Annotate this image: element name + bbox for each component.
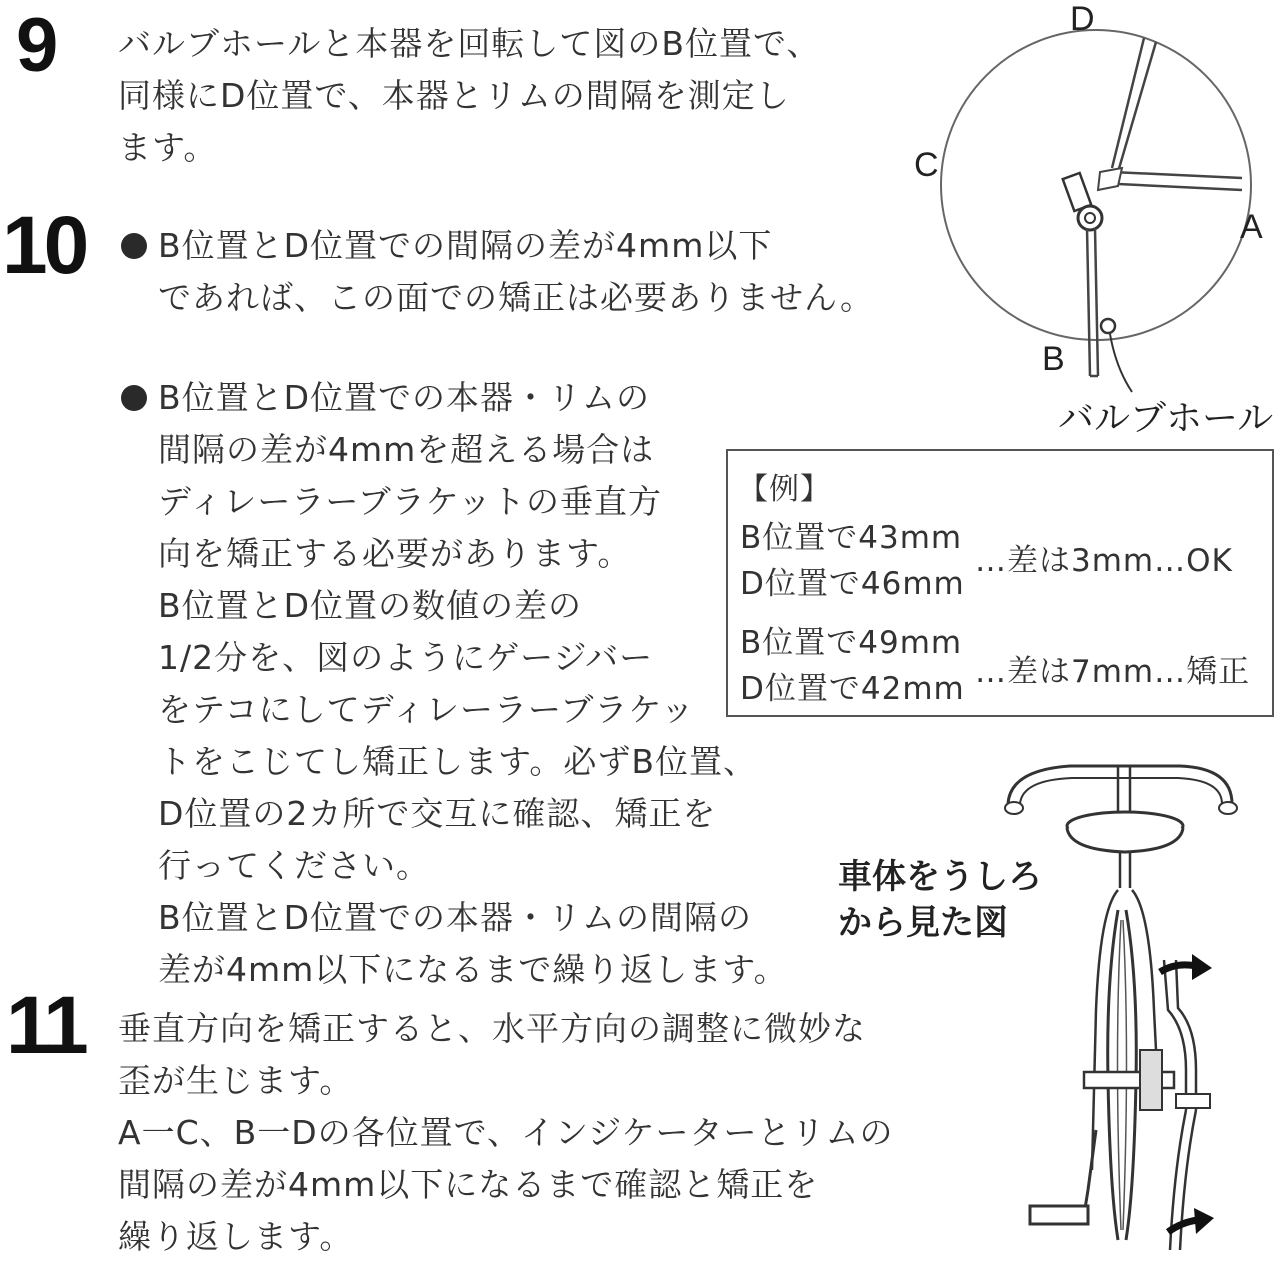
text-line: 垂直方向を矯正すると、水平方向の調整に微妙な <box>118 1009 866 1048</box>
bullet-icon <box>121 385 147 411</box>
text-line: 繰り返します。 <box>118 1217 354 1256</box>
text-line: 間隔の差が4mmを超える場合は <box>158 430 655 469</box>
caption-line: 車体をうしろ <box>838 857 1042 897</box>
position-label-b: B <box>1042 340 1065 378</box>
seat-post <box>1120 852 1130 888</box>
valve-hole-leader <box>1110 334 1132 392</box>
text-line: B位置とD位置での間隔の差が4mm以下 <box>158 226 773 265</box>
text-line: 同様にD位置で、本器とリムの間隔を測定し <box>118 76 790 115</box>
frame-dropout <box>1098 168 1122 190</box>
grip-right <box>1219 802 1237 814</box>
cassette <box>1140 1050 1162 1110</box>
text-line: ます。 <box>118 128 218 167</box>
text-line: 行ってください。 <box>158 846 430 885</box>
position-label-c: C <box>914 146 939 184</box>
arrow-right-upper-icon <box>1160 965 1196 972</box>
text-line: 間隔の差が4mm以下になるまで確認と矯正を <box>118 1165 819 1204</box>
step-10-number: 10 <box>2 200 86 291</box>
step-9-text <box>118 18 820 174</box>
step-11-number: 11 <box>6 980 85 1071</box>
seat-stays <box>1092 890 1158 1170</box>
example-heading: 【例】 <box>738 472 831 507</box>
text-line: D位置の2カ所で交互に確認、矯正を <box>158 794 717 833</box>
text-line: B位置とD位置での本器・リムの間隔の <box>158 898 753 937</box>
hub-ring-inner <box>1085 213 1095 223</box>
example-case-2-result: …差は7mm…矯正 <box>975 654 1251 690</box>
wheel-diagram <box>900 0 1280 440</box>
valve-hole-icon <box>1101 319 1115 333</box>
arrow-head-lower-icon <box>1194 1208 1214 1234</box>
arrow-head-upper-icon <box>1192 954 1212 980</box>
text-line: 歪が生じます。 <box>118 1061 354 1100</box>
step-9-number: 9 <box>16 3 55 88</box>
text-line: バルブホールと本器を回転して図のB位置で、 <box>118 24 821 63</box>
text-line: A一C、B一Dの各位置で、インジケーターとリムの <box>118 1113 894 1152</box>
example-case-2-b: B位置で49mm <box>740 625 963 661</box>
text-line: ディレーラーブラケットの垂直方 <box>158 482 663 521</box>
saddle-base <box>1067 828 1183 852</box>
valve-hole-label: バルブホール <box>1058 398 1274 439</box>
text-line: をテコにしてディレーラーブラケッ <box>158 690 695 729</box>
bicycle-rear-view-diagram <box>1000 750 1250 1250</box>
bullet-icon <box>121 233 147 259</box>
pedal <box>1030 1206 1088 1224</box>
text-line: B位置とD位置の数値の差の <box>158 586 583 625</box>
step-11-text <box>118 1003 894 1263</box>
crank-arm <box>1084 1130 1096 1215</box>
diagram-caption <box>838 854 1042 946</box>
text-line: B位置とD位置での本器・リムの <box>158 378 651 417</box>
position-label-a: A <box>1240 208 1263 246</box>
caption-line: から見た図 <box>838 903 1008 943</box>
example-case-1-result: …差は3mm…OK <box>975 543 1233 579</box>
handlebar <box>1008 766 1232 804</box>
position-label-d: D <box>1070 0 1095 38</box>
text-line: 差が4mm以下になるまで繰り返します。 <box>158 950 788 989</box>
example-case-1-d: D位置で46mm <box>740 566 965 602</box>
text-line: であれば、この面での矯正は必要ありません。 <box>158 278 874 317</box>
example-case-1-b: B位置で43mm <box>740 520 963 556</box>
step-10-bullet-2 <box>158 372 788 996</box>
text-line: トをこじてし矯正します。必ずB位置、 <box>158 742 757 781</box>
handlebar-inner <box>1020 778 1222 804</box>
step-10-bullet-1 <box>158 220 874 324</box>
example-case-2-d: D位置で42mm <box>740 671 965 707</box>
derailleur-clamp <box>1176 1094 1210 1108</box>
grip-left <box>1005 802 1023 814</box>
text-line: 1/2分を、図のようにゲージバー <box>158 638 654 677</box>
text-line: 向を矯正する必要があります。 <box>158 534 632 573</box>
